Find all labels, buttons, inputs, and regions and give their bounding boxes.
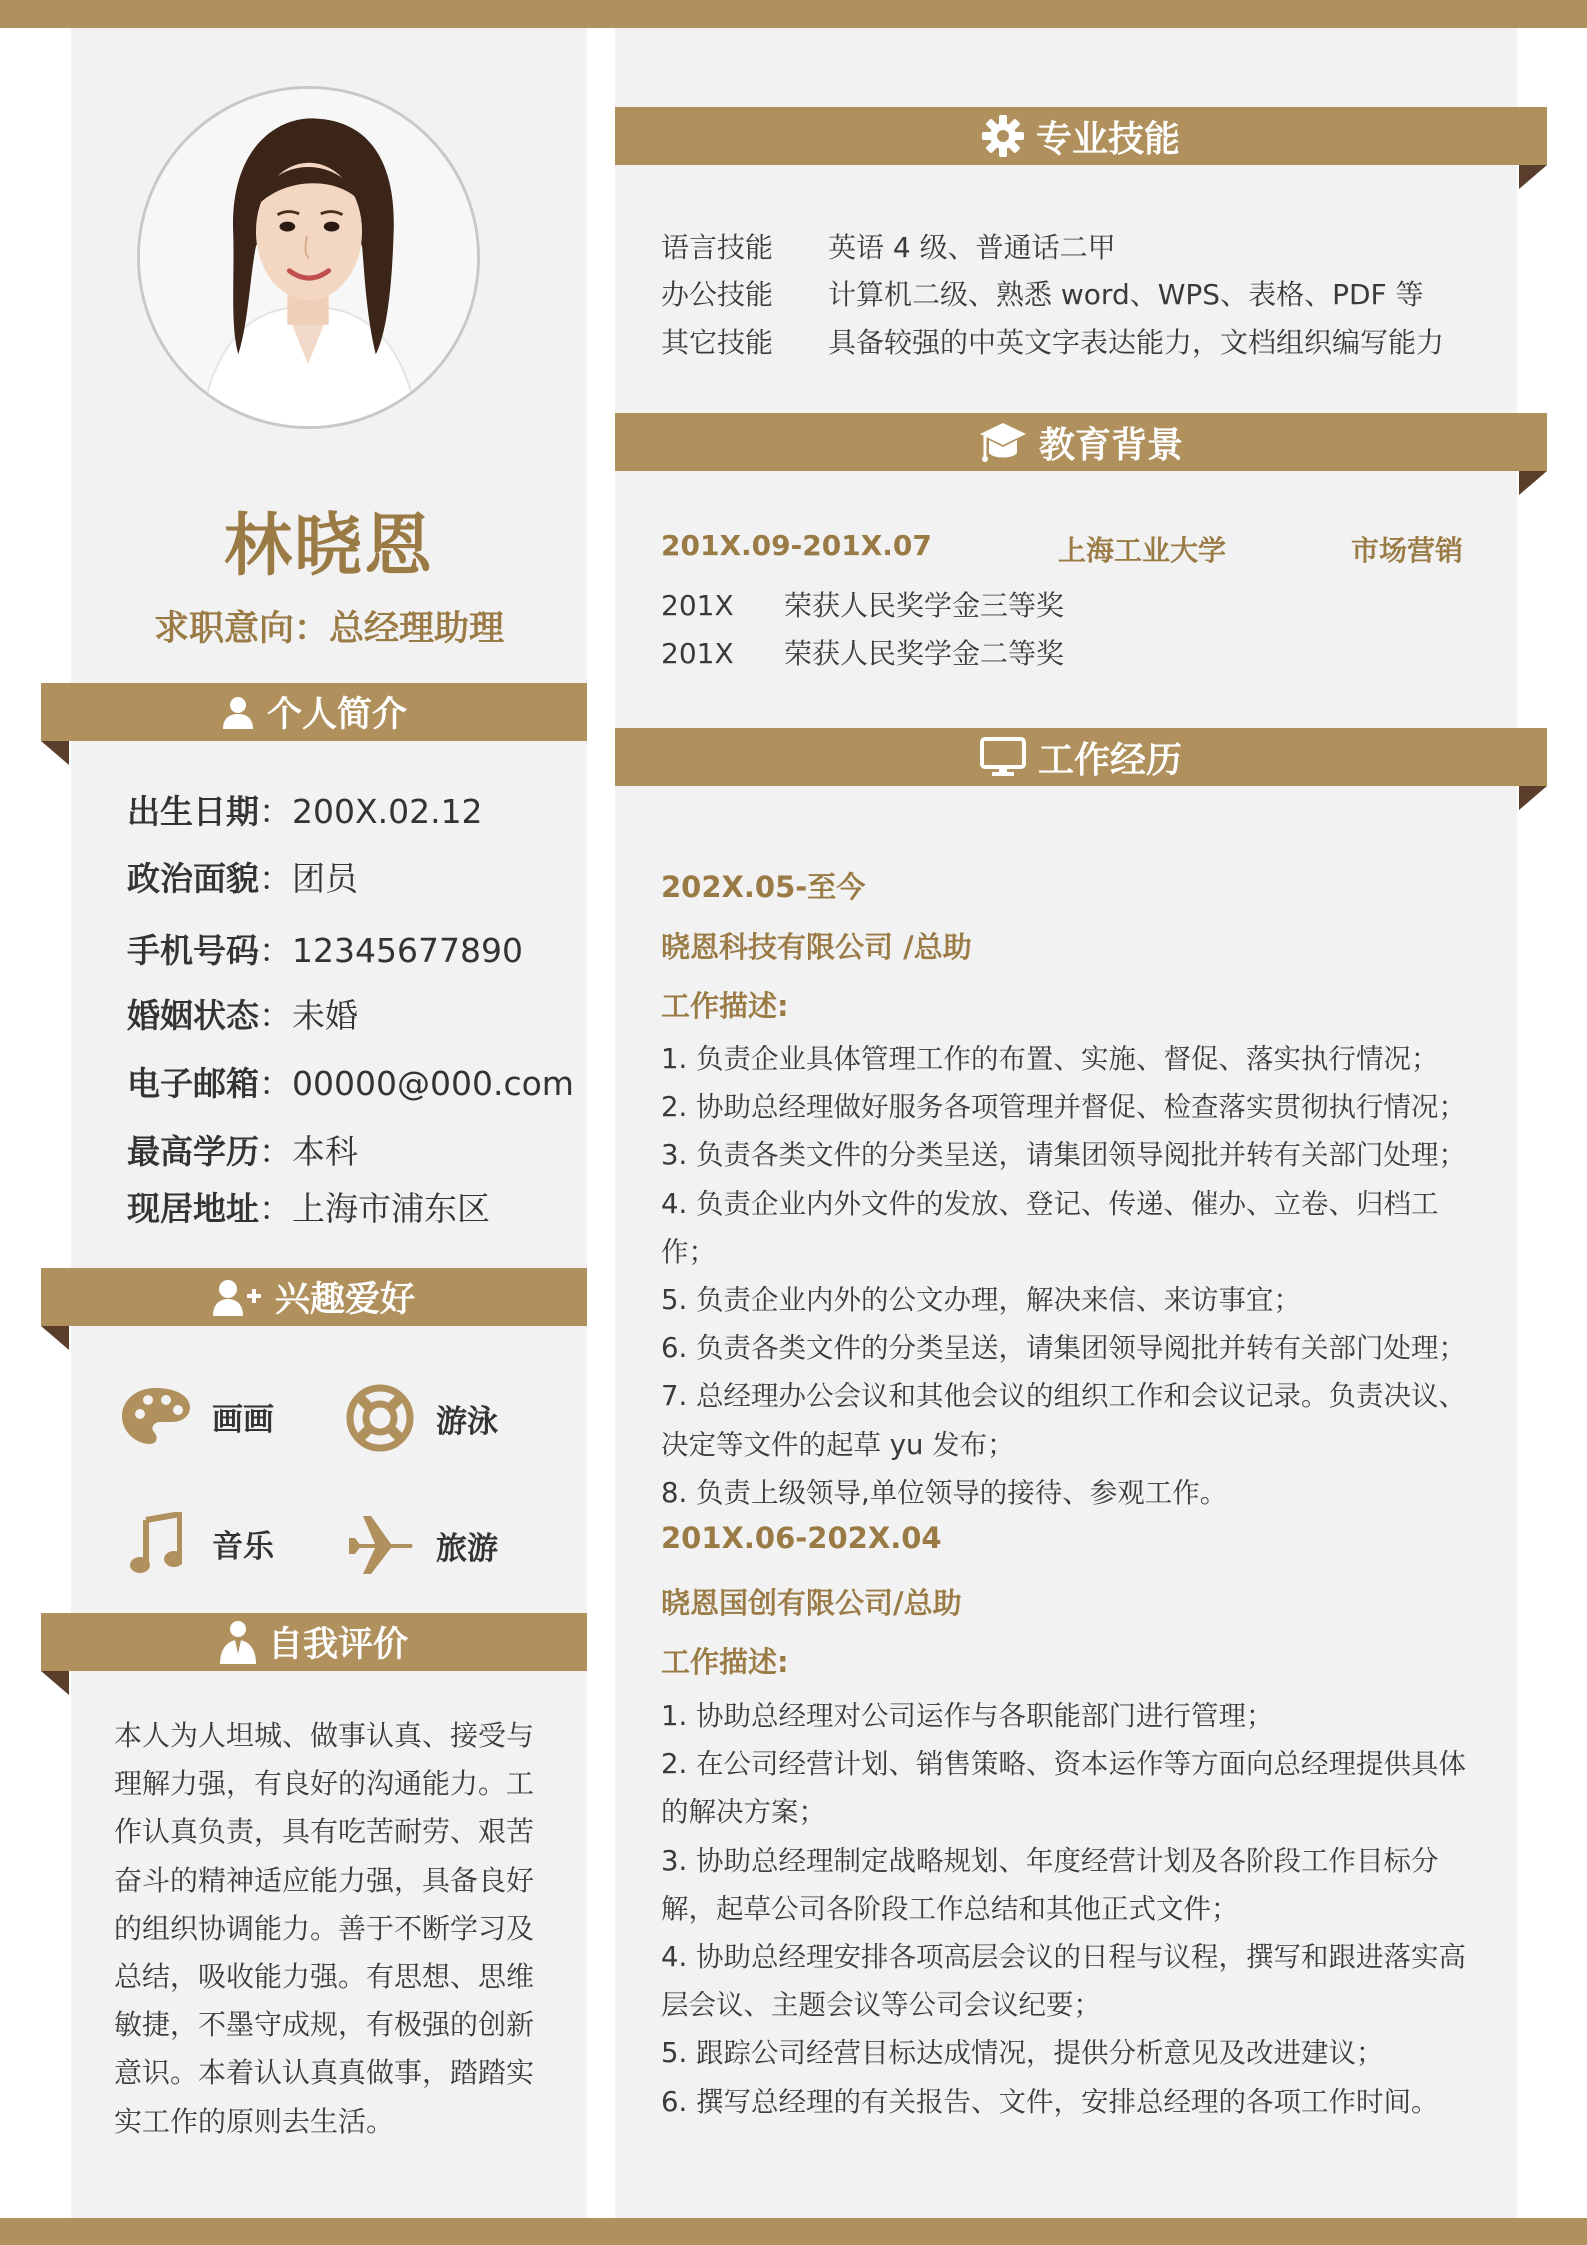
job-desc-label: 工作描述: [661, 989, 789, 1023]
section-title: 个人简介 [266, 695, 407, 735]
hobby-travel [342, 1507, 498, 1583]
award-text: 荣获人民奖学金三等奖 [784, 589, 1065, 622]
info-label: 婚姻状态 [127, 996, 259, 1035]
bottom-accent-bar [0, 2218, 1587, 2245]
header-fold [41, 741, 69, 765]
hobby-label: 画画 [212, 1401, 274, 1438]
job-duty-list [661, 1692, 1481, 2126]
info-value: ：未婚 [259, 996, 358, 1035]
skill-value: 英语 4 级、普通话二甲 [828, 231, 1116, 264]
skill-value: 计算机二级、熟悉 word、WPS、表格、PDF 等 [828, 278, 1424, 311]
hobby-music [118, 1505, 274, 1581]
job-date: 202X.05-至今 [661, 870, 866, 904]
info-label: 电子邮箱 [127, 1064, 259, 1103]
person-icon [221, 695, 255, 729]
info-row-address [127, 1183, 490, 1230]
job-duty-item: 3. 协助总经理制定战略规划、年度经营计划及各阶段工作目标分解，起草公司各阶段工作总结和其他正式文件； [661, 1844, 1439, 1925]
education-school: 上海工业大学 [1058, 534, 1227, 567]
section-title: 自我评价 [267, 1625, 408, 1665]
job-duty-item: 7. 总经理办公会议和其他会议的组织工作和会议记录。负责决议、决定等文件的起草 yu 发布； [661, 1380, 1466, 1461]
header-fold [41, 1671, 69, 1695]
hobby-label: 音乐 [212, 1528, 274, 1565]
gear-icon [982, 115, 1024, 157]
skill-row-other [661, 321, 1444, 361]
job-duty-item: 5. 负责企业内外的公文办理，解决来信、来访事宜； [661, 1284, 1301, 1317]
job-duty-item: 6. 撰写总经理的有关报告、文件，安排总经理的各项工作时间。 [661, 2085, 1439, 2118]
section-title: 兴趣爱好 [274, 1280, 415, 1320]
skill-row-language [661, 226, 1116, 266]
info-label: 政治面貌 [127, 859, 259, 898]
job-duty-item: 1. 协助总经理对公司运作与各职能部门进行管理； [661, 1700, 1274, 1732]
monitor-icon [980, 737, 1026, 777]
skill-label: 办公技能 [661, 278, 774, 311]
section-header-skills [615, 107, 1547, 165]
lifebuoy-icon [342, 1380, 418, 1456]
portrait-illustration [140, 89, 477, 426]
portrait-photo [137, 86, 480, 429]
info-row-birthday [127, 786, 483, 833]
job-company: 晓恩科技有限公司 /总助 [661, 930, 972, 964]
hobby-painting [118, 1378, 274, 1454]
job-duty-item: 1. 负责企业具体管理工作的布置、实施、督促、落实执行情况； [661, 1043, 1439, 1075]
job-duty-list [661, 1035, 1481, 1517]
info-label: 手机号码 [127, 931, 259, 970]
info-label: 出生日期 [127, 792, 259, 831]
award-row [661, 632, 1064, 672]
job-duty-item: 3. 负责各类文件的分类呈送，请集团领导阅批并转有关部门处理； [661, 1139, 1466, 1172]
skill-label: 语言技能 [661, 231, 774, 264]
job-intent: 求职意向：总经理助理 [153, 609, 504, 649]
education-major: 市场营销 [1351, 534, 1464, 567]
hobby-swimming [342, 1380, 498, 1456]
info-value: ：上海市浦东区 [259, 1189, 490, 1228]
top-accent-bar [0, 0, 1587, 28]
section-header-personal [41, 683, 587, 741]
job-duty-item: 5. 跟踪公司经营目标达成情况，提供分析意见及改进建议； [661, 2037, 1384, 2070]
skill-row-office [661, 273, 1424, 313]
section-title: 工作经历 [1037, 739, 1182, 781]
info-row-marital [127, 990, 358, 1037]
header-fold [1519, 471, 1547, 495]
header-fold [1519, 786, 1547, 810]
info-value: ：团员 [259, 859, 358, 898]
section-title: 教育背景 [1038, 424, 1183, 466]
job-duty-item: 4. 负责企业内外文件的发放、登记、传递、催办、立卷、归档工作； [661, 1187, 1439, 1268]
header-fold [41, 1326, 69, 1350]
info-value: ：12345677890 [259, 931, 523, 970]
info-row-education [127, 1126, 358, 1173]
award-text: 荣获人民奖学金二等奖 [784, 637, 1065, 670]
person-add-icon [213, 1278, 263, 1316]
info-row-political [127, 853, 358, 900]
education-period: 201X.09-201X.07 [661, 529, 932, 562]
section-header-education [615, 413, 1547, 471]
section-header-work [615, 728, 1547, 786]
section-title: 专业技能 [1035, 118, 1180, 160]
job-duty-item: 6. 负责各类文件的分类呈送，请集团领导阅批并转有关部门处理； [661, 1332, 1466, 1365]
airplane-icon [342, 1507, 418, 1583]
job-company: 晓恩国创有限公司/总助 [661, 1586, 962, 1620]
info-value: ：本科 [259, 1132, 358, 1171]
business-person-icon [220, 1620, 256, 1664]
skill-label: 其它技能 [661, 326, 774, 359]
job-duty-item: 8. 负责上级领导,单位领导的接待、参观工作。 [661, 1476, 1228, 1509]
skill-value: 具备较强的中英文字表达能力，文档组织编写能力 [828, 326, 1445, 359]
candidate-name: 林晓恩 [223, 507, 434, 586]
info-value: ：200X.02.12 [259, 792, 483, 831]
hobby-label: 旅游 [436, 1530, 498, 1567]
self-evaluation-text: 本人为人坦城、做事认真、接受与理解力强，有良好的沟通能力。工作认真负责，具有吃苦耐劳、艰苦奋斗的精神适应能力强，具备良好的组织协调能力。善于不断学习及总结，吸收能力强。有思想、思维敏捷，不墨守成规，有极强的创新意识。本着认认真真做事，踏踏实实工作的原则去生活。 [114, 1719, 535, 2138]
info-label: 现居地址 [127, 1189, 259, 1228]
award-row [661, 584, 1064, 624]
header-fold [1519, 165, 1547, 189]
music-note-icon [118, 1505, 194, 1581]
job-duty-item: 2. 协助总经理做好服务各项管理并督促、检查落实贯彻执行情况； [661, 1091, 1466, 1124]
award-year: 201X [661, 589, 734, 622]
job-duty-item: 2. 在公司经营计划、销售策略、资本运作等方面向总经理提供具体的解决方案； [661, 1748, 1466, 1829]
info-row-email [127, 1058, 574, 1105]
job-desc-label: 工作描述: [661, 1645, 789, 1679]
hobby-label: 游泳 [436, 1403, 498, 1440]
info-row-phone [127, 925, 523, 972]
info-value: ：00000@000.com [259, 1064, 574, 1103]
info-label: 最高学历 [127, 1132, 259, 1171]
section-header-self [41, 1613, 587, 1671]
job-duty-item: 4. 协助总经理安排各项高层会议的日程与议程，撰写和跟进落实高层会议、主题会议等公司会议纪要； [661, 1941, 1466, 2022]
award-year: 201X [661, 637, 734, 670]
section-header-hobbies [41, 1268, 587, 1326]
job-date: 201X.06-202X.04 [661, 1521, 942, 1555]
palette-icon [118, 1378, 194, 1454]
graduation-cap-icon [979, 421, 1027, 463]
